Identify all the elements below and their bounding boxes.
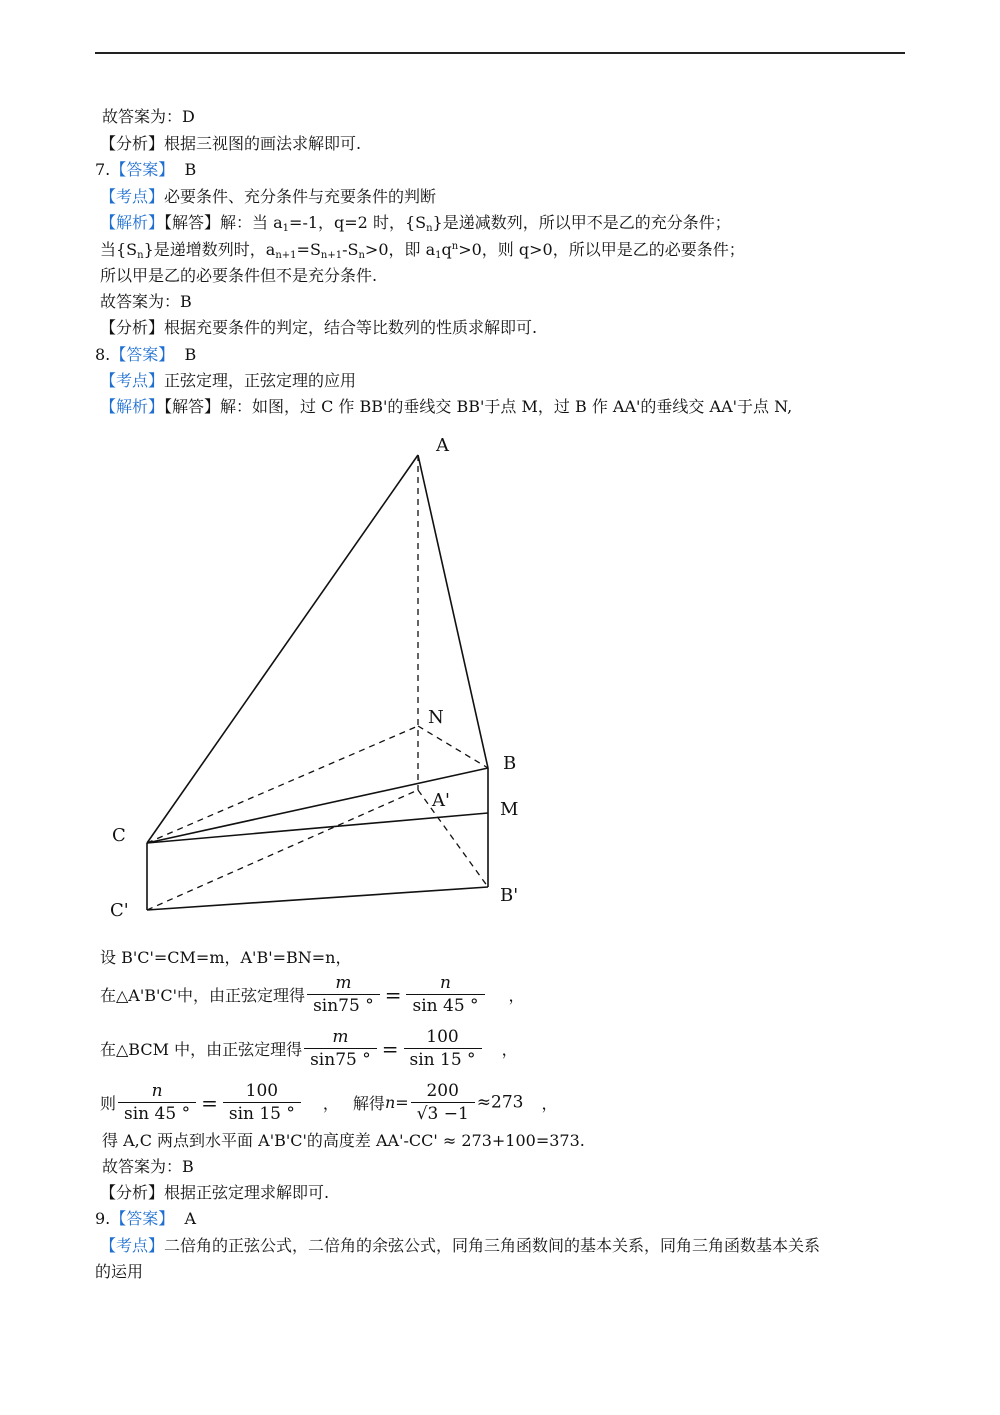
q8-number: 8. xyxy=(95,345,111,364)
denominator: sin75 ° xyxy=(310,1050,371,1070)
edge-Cprime-Bprime xyxy=(147,887,488,910)
q8-eq1-prefix: 在△A'B'C'中，由正弦定理得 xyxy=(100,986,306,1005)
sub-n: n xyxy=(137,250,144,261)
q9-answer-tag: 【答案】 xyxy=(110,1209,175,1228)
numerator: n xyxy=(118,1080,196,1103)
q7-l2-b: }是递增数列时，a xyxy=(143,240,276,259)
sub-n: n xyxy=(426,223,433,234)
q8-jiexi-line xyxy=(100,397,792,417)
q7-line-3: 所以甲是乙的必要条件但不是充分条件. xyxy=(100,266,378,285)
q7-l2-f: q xyxy=(441,240,452,259)
n-variable: n= xyxy=(384,1093,409,1112)
q8-eq2-prefix: 在△BCM 中，由正弦定理得 xyxy=(100,1040,303,1059)
q8-eq1 xyxy=(100,972,525,1017)
q7-kaodian-line xyxy=(100,187,436,207)
fraction-100-sin15 xyxy=(223,1080,301,1125)
q8-answer-final: 故答案为：B xyxy=(102,1157,194,1176)
label-B: B xyxy=(503,753,517,774)
q7-line-5: 【分析】根据充要条件的判定，结合等比数列的性质求解即可. xyxy=(100,318,538,337)
comma: ， xyxy=(501,1040,518,1059)
q9-answer-value: A xyxy=(184,1209,197,1228)
sub-n1: n+1 xyxy=(320,250,343,261)
q7-answer-line xyxy=(95,160,196,180)
q8-eq3 xyxy=(100,1080,558,1125)
q9-kaodian-tag: 【考点】 xyxy=(100,1236,165,1255)
denominator: √3 −1 xyxy=(416,1104,469,1124)
label-M: M xyxy=(500,799,519,820)
denominator: sin 15 ° xyxy=(409,1050,476,1070)
numerator: 100 xyxy=(223,1080,301,1103)
q7-answer-tag: 【答案】 xyxy=(110,160,175,179)
q9-kaodian-text: 二倍角的正弦公式，二倍角的余弦公式，同角三角函数间的基本关系，同角三角函数基本关系 xyxy=(164,1236,821,1255)
q8-answer-value: B xyxy=(184,345,197,364)
header-rule xyxy=(95,52,905,54)
q7-l2-c: =S xyxy=(296,240,321,259)
dash-Aprime-Bprime xyxy=(418,790,488,887)
q7-line-4: 故答案为：B xyxy=(100,292,192,311)
label-Bprime: B' xyxy=(500,885,519,906)
q8-eq3-prefix: 则 xyxy=(100,1094,117,1113)
q7-number: 7. xyxy=(95,160,111,179)
label-Aprime: A' xyxy=(432,790,450,811)
comma: ， xyxy=(541,1094,558,1113)
numerator: 100 xyxy=(404,1026,482,1049)
q8-result-line: 得 A,C 两点到水平面 A'B'C'的高度差 AA'-CC' ≈ 273+100=373. xyxy=(102,1131,585,1150)
q8-kaodian-line xyxy=(100,371,356,391)
q8-jiexi-text: 【解答】解：如图，过 C 作 BB'的垂线交 BB'于点 M，过 B 作 AA'的垂线交 AA'于点 N, xyxy=(164,397,793,416)
q7-jiexi-tag: 【解析】 xyxy=(100,213,165,232)
answer-line-6: 故答案为：D xyxy=(102,107,195,126)
label-Cprime: C' xyxy=(110,900,129,921)
approx-value: ≈273 xyxy=(476,1092,524,1113)
denominator: sin 45 ° xyxy=(412,996,479,1016)
q7-line-2 xyxy=(100,240,745,260)
comma: ， xyxy=(322,1094,339,1113)
equals: = xyxy=(384,982,402,1007)
fraction-n-sin45 xyxy=(406,972,484,1017)
q7-answer-value: B xyxy=(184,160,197,179)
fraction-100-sin15 xyxy=(404,1026,482,1071)
q7-jiexi-line xyxy=(100,213,731,233)
q7-jiexi-text-a: 【解答】解：当 a xyxy=(164,213,283,232)
fraction-m-sin75 xyxy=(307,972,380,1017)
q8-set-line: 设 B'C'=CM=m，A'B'=BN=n， xyxy=(100,948,352,967)
numerator: m xyxy=(304,1026,377,1049)
q9-number: 9. xyxy=(95,1209,111,1228)
denominator: sin 45 ° xyxy=(124,1104,191,1124)
q9-kaodian-line-2: 的运用 xyxy=(95,1262,144,1281)
q7-l2-a: 当{S xyxy=(100,240,138,259)
q8-kaodian-text: 正弦定理，正弦定理的应用 xyxy=(164,371,357,390)
numerator: n xyxy=(406,972,484,995)
sub-1: 1 xyxy=(435,250,442,261)
label-C: C xyxy=(112,825,126,846)
numerator: 200 xyxy=(411,1080,475,1103)
equals: = xyxy=(381,1036,399,1061)
dash-N-B xyxy=(418,726,488,768)
fraction-m-sin75 xyxy=(304,1026,377,1071)
q8-analysis-line: 【分析】根据正弦定理求解即可. xyxy=(100,1183,330,1202)
dash-Cprime-Aprime xyxy=(147,790,418,910)
q7-kaodian-text: 必要条件、充分条件与充要条件的判断 xyxy=(164,187,437,206)
edge-C-M xyxy=(147,813,488,843)
label-N: N xyxy=(428,707,444,728)
denominator: sin75 ° xyxy=(313,996,374,1016)
equals: = xyxy=(201,1090,218,1115)
q7-jiexi-text-c: }是递减数列，所以甲不是乙的充分条件； xyxy=(432,213,731,232)
sub-1: 1 xyxy=(282,223,290,234)
sub-n: n xyxy=(358,250,365,261)
q7-l2-g: >0，则 q>0，所以甲是乙的必要条件； xyxy=(458,240,745,259)
sub-n1: n+1 xyxy=(275,250,297,261)
q7-jiexi-text-b: =-1，q=2 时，{S xyxy=(289,213,427,232)
geometry-figure xyxy=(100,425,540,925)
fraction-n-sin45 xyxy=(118,1080,196,1125)
q8-answer-tag: 【答案】 xyxy=(110,345,175,364)
q7-l2-e: >0，即 a xyxy=(364,240,436,259)
q8-eq2 xyxy=(100,1026,518,1071)
numerator: m xyxy=(307,972,380,995)
q9-answer-line xyxy=(95,1209,196,1229)
q7-l2-d: -S xyxy=(342,240,359,259)
sup-n: n xyxy=(451,241,459,252)
q8-kaodian-tag: 【考点】 xyxy=(100,371,165,390)
fraction-200-sqrt3 xyxy=(411,1080,475,1125)
q7-kaodian-tag: 【考点】 xyxy=(100,187,165,206)
label-A: A xyxy=(436,435,449,456)
q9-kaodian-line xyxy=(100,1236,820,1256)
q8-answer-line xyxy=(95,345,196,365)
q8-jiexi-tag: 【解析】 xyxy=(100,397,165,416)
solve-label: 解得 xyxy=(352,1094,385,1113)
comma: ， xyxy=(508,986,525,1005)
denominator: sin 15 ° xyxy=(228,1104,295,1124)
analysis-line-6: 【分析】根据三视图的画法求解即可. xyxy=(100,134,362,153)
